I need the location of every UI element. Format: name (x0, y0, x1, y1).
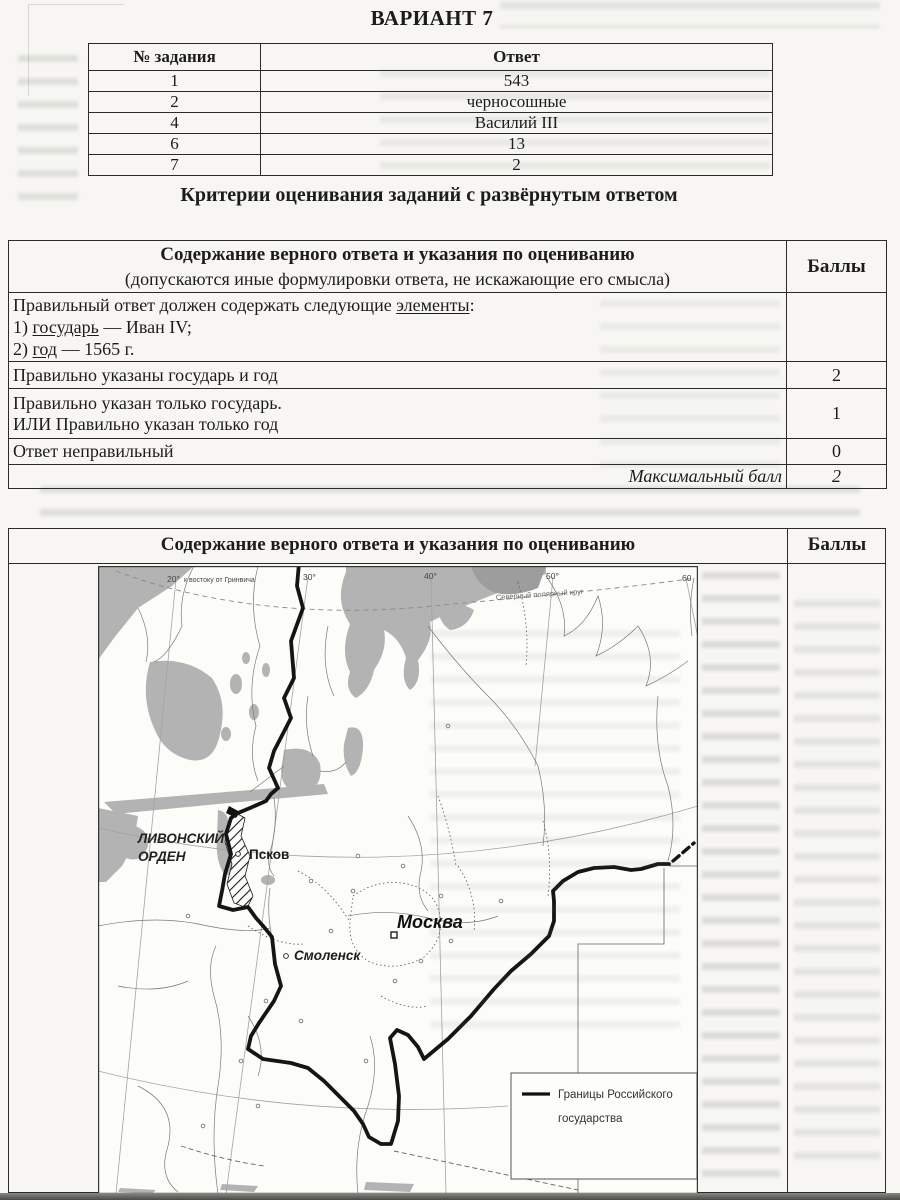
answer-cell: Василий III (261, 113, 773, 134)
livonian-order-label: ОРДЕН (138, 849, 186, 864)
points-cell: 1 (787, 389, 887, 439)
task-number-cell: 1 (89, 71, 261, 92)
pskov-city-label: Псков (249, 847, 290, 862)
legend-label: Границы Российского (558, 1089, 673, 1101)
score-criterion-cell: Правильно указаны государь и год (9, 362, 787, 389)
meridian-label: 60 (682, 573, 692, 583)
map-task-table (8, 528, 886, 1193)
page-edge-artifact (28, 4, 29, 96)
livonian-order-label: ЛИВОНСКИЙ (138, 831, 225, 846)
answer-cell: 13 (261, 134, 773, 155)
page-edge-artifact (28, 4, 124, 5)
meridian-label: 50° (546, 571, 559, 581)
pskov-city-marker (236, 852, 241, 857)
smolensk-city-marker (284, 954, 289, 959)
task-number-cell: 7 (89, 155, 261, 176)
legend-label: государства (558, 1113, 623, 1125)
meridian-label: 40° (424, 571, 437, 581)
meridian-label: 30° (303, 572, 316, 582)
points-column-header: Баллы (787, 241, 887, 293)
moscow-city-label: Москва (397, 912, 463, 932)
col-header-answer: Ответ (261, 44, 773, 71)
points-cell: 0 (787, 439, 887, 465)
table-row (9, 362, 887, 389)
answer-cell: 2 (261, 155, 773, 176)
answer-elements-cell (9, 293, 787, 362)
score-criterion-cell: Правильно указан только государь. ИЛИ Правильно указан только год (9, 389, 787, 439)
criteria-table (8, 240, 887, 489)
table-row (9, 465, 887, 489)
table-divider (787, 529, 788, 1192)
table-row (9, 439, 887, 465)
greenwich-note-label: к востоку от Гринвича (184, 577, 255, 584)
meridian-label: 20° (167, 574, 180, 584)
criteria-title: Содержание верного ответа и указания по оцениванию (160, 244, 635, 265)
map-blank-region (664, 868, 698, 944)
smolensk-city-label: Смоленск (294, 948, 361, 963)
arctic-circle-label: Северный полярный круг (495, 586, 584, 602)
max-score-label: Максимальный балл (9, 465, 787, 489)
page-bottom-edge-shadow (0, 1193, 900, 1200)
table-row (89, 71, 773, 92)
points-cell (787, 293, 887, 362)
table-row (89, 155, 773, 176)
variant-title: ВАРИАНТ 7 (370, 6, 494, 30)
answers-table-header (89, 44, 773, 71)
table-row (89, 134, 773, 155)
task-number-cell: 4 (89, 113, 261, 134)
criteria-heading: Критерии оценивания заданий с развёрнутым ответом (180, 184, 678, 206)
answer-elements-line2: 1) государь — Иван IV; (13, 317, 192, 337)
points-column-header: Баллы (807, 534, 867, 555)
col-header-task-number: № задания (89, 44, 261, 71)
criteria-subtitle: (допускаются иные формулировки ответа, не искажающие его смысла) (124, 269, 671, 289)
table-row (9, 293, 887, 362)
answer-elements-line1: Правильный ответ должен содержать следующие элементы: (13, 295, 475, 315)
moscow-city-marker (391, 932, 397, 938)
answer-elements-line3: 2) год — 1565 г. (13, 339, 135, 359)
table-row (89, 113, 773, 134)
map-legend (511, 1073, 697, 1179)
task-number-cell: 2 (89, 92, 261, 113)
table-row (89, 92, 773, 113)
criteria-header-cell (9, 241, 787, 293)
answer-cell: 543 (261, 71, 773, 92)
map-table-title: Содержание верного ответа и указания по оцениванию (160, 534, 636, 555)
score-criterion-cell: Ответ неправильный (9, 439, 787, 465)
answer-cell: черносошные (261, 92, 773, 113)
table-divider (9, 563, 885, 564)
task-number-cell: 6 (89, 134, 261, 155)
map-svg (98, 566, 698, 1194)
max-score-points: 2 (787, 465, 887, 489)
criteria-table-header (9, 241, 887, 293)
answers-table (88, 43, 773, 176)
historical-map (98, 566, 698, 1194)
page-bleed-artifact (40, 486, 860, 524)
table-row (9, 389, 887, 439)
points-cell: 2 (787, 362, 887, 389)
